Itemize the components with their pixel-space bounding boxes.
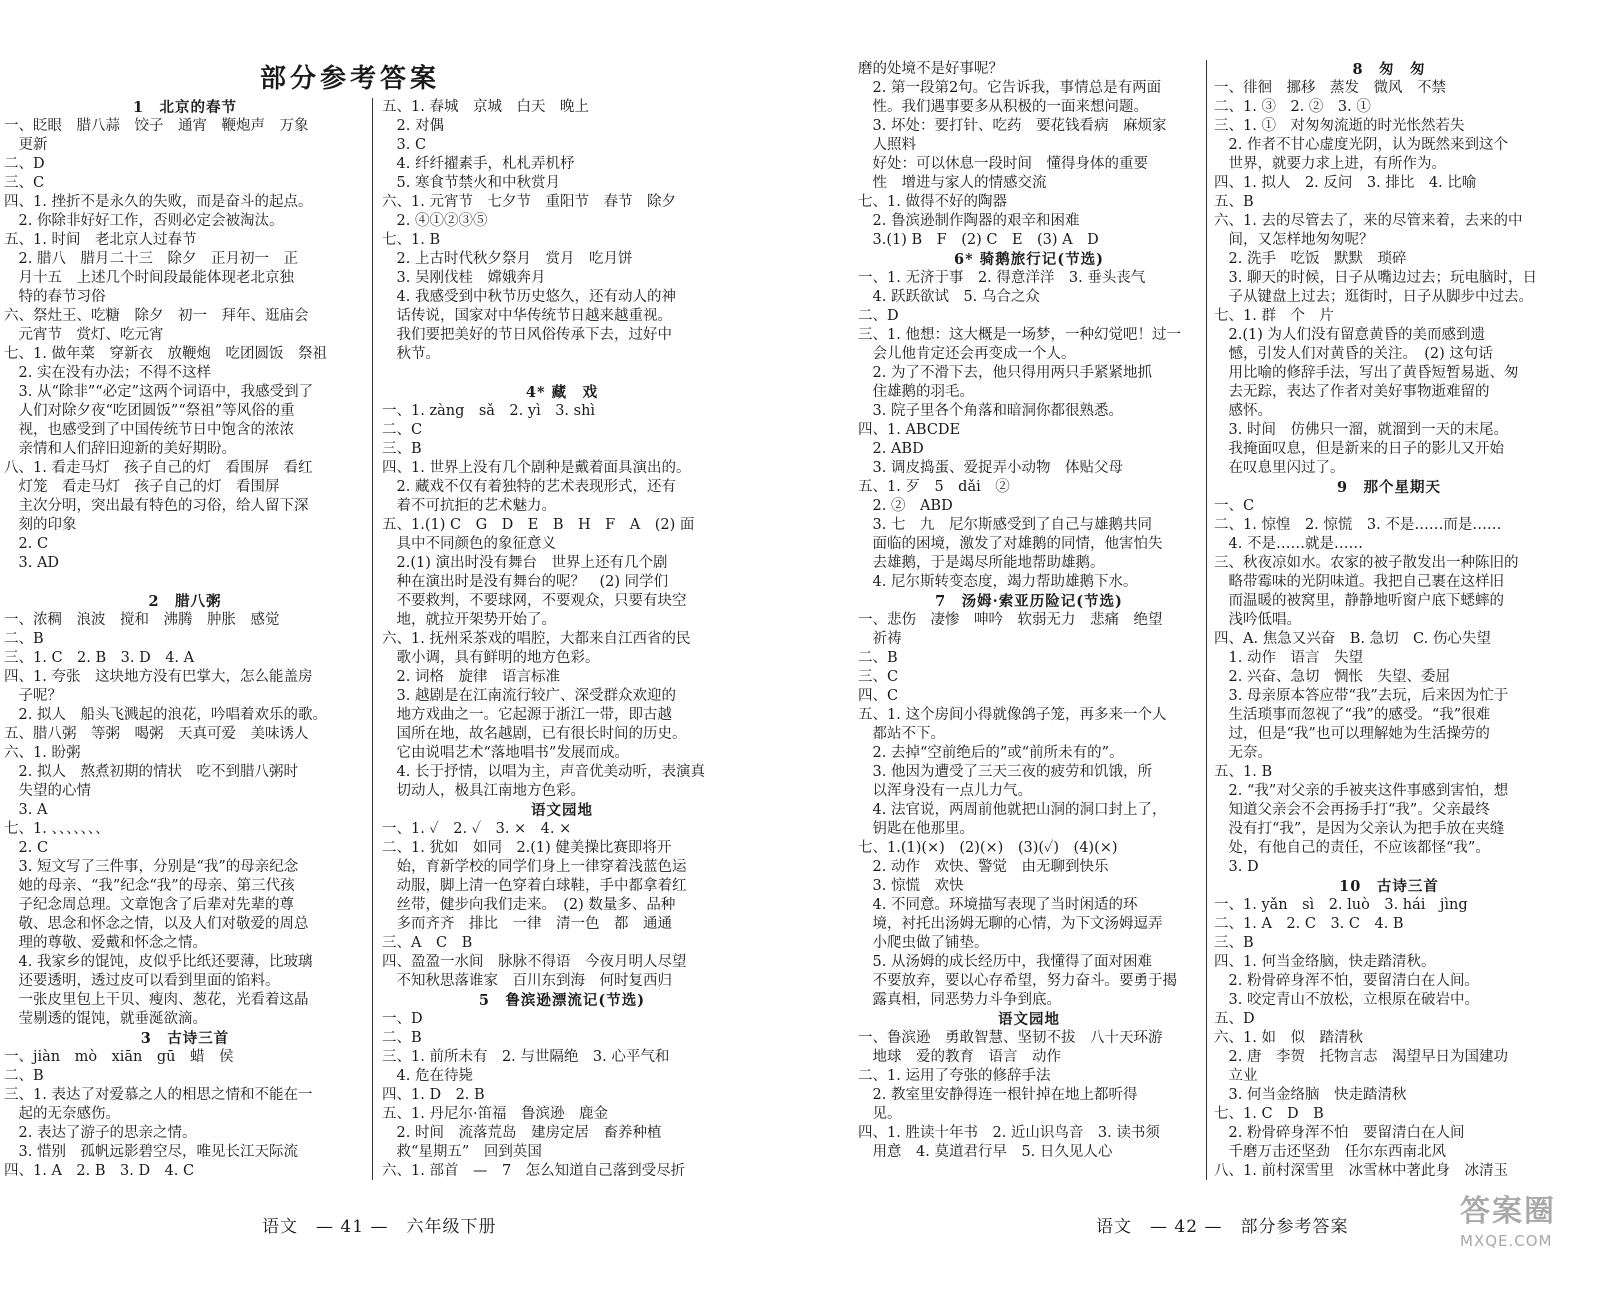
answer-line: 一、jiàn mò xiān gū 蜡 侯 [4,1049,234,1065]
answer-line: 子从键盘上过去；逛街时，日子从脚步中过去。 [1214,289,1533,305]
answer-line: 2. 粉骨碎身浑不怕，要留清白在人间。 [1214,973,1479,989]
section-heading: 语文园地 [998,1011,1060,1028]
answer-line: 秋节。 [382,346,440,362]
answer-line: 3. 咬定青山不放松，立根原在破岩中。 [1214,992,1479,1008]
answer-line: 5. 从汤姆的成长经历中，我懂得了面对困难 [858,954,1152,970]
answer-line: 2. 藏戏不仅有着独特的艺术表现形式，还有 [382,479,676,495]
answer-line: 三、B [382,441,422,457]
answer-line: 切动人，极具江南地方色彩。 [382,783,585,799]
answer-line: 2. “我”对父亲的手被夹这件事感到害怕，想 [1214,783,1509,799]
answer-line: 间，又怎样地匆匆呢？ [1214,232,1374,248]
answer-line: 三、1. 表达了对爱慕之人的相思之情和不能在一 [4,1087,313,1103]
answer-line: 略带霉味的光阴味道。我把自己裹在这样旧 [1214,574,1504,590]
answer-line: 3. 他因为遭受了三天三夜的疲劳和饥饿，所 [858,764,1152,780]
answer-line: 一、鲁滨逊 勇敢智慧、坚韧不拔 八十天环游 [858,1030,1163,1046]
answer-line: 多而齐齐 排比 一律 清一色 都 通通 [382,916,672,932]
section-heading: 3 古诗三首 [140,1030,230,1047]
answer-line: 没有打“我”，是因为父亲认为把手放在夹缝 [1214,821,1505,837]
answer-line: 救“星期五” 回到英国 [382,1144,542,1160]
answer-line: 元宵节 赏灯、吃元宵 [4,327,164,343]
answer-line [382,364,742,383]
answer-line: 歌小调，具有鲜明的地方色彩。 [382,650,600,666]
answer-line: 更新 [4,137,48,153]
answer-line: 2.(1) 为人们没有留意黄昏的美而感到遗 [1214,327,1485,343]
answer-line: 视，也感受到了中国传统节日中饱含的浓浓 [4,422,294,438]
answer-line: 着不可抗拒的艺术魅力。 [382,498,556,514]
answer-line: 一、徘徊 挪移 蒸发 微风 不禁 [1214,80,1446,96]
answer-line: 五、1. 春城 京城 白天 晚上 [382,99,589,115]
answer-line: 2. 动作 欢快、警觉 由无聊到快乐 [858,859,1109,875]
column-divider [1206,60,1207,1180]
page-footer-41: 语文 — 41 — 六年级下册 [262,1217,497,1237]
answer-line: 知道父亲会不会再扬手打“我”。父亲最终 [1214,802,1490,818]
answer-line: 一、眨眼 腊八蒜 饺子 通宵 鞭炮声 万象 [4,118,309,134]
answer-line: 五、1. B [1214,764,1273,780]
answer-line: 一、C [1214,498,1255,514]
answer-line: 三、1. ① 对匆匆流逝的时光怅然若失 [1214,118,1465,134]
answer-line: 月十五 上述几个时间段最能体现老北京独 [4,270,294,286]
answer-line: 我掩面叹息，但是新来的日子的影儿又开始 [1214,441,1504,457]
answer-line: 去无踪，表达了作者对美好事物逝难留的 [1214,384,1490,400]
answer-line: 四、1. 拟人 2. 反问 3. 排比 4. 比喻 [1214,175,1477,191]
section-heading: 8 匆 匆 [1352,61,1426,78]
answer-line: 五、1. 这个房间小得就像鸽子笼，再多来一个人 [858,707,1167,723]
answer-line: 五、1. 时间 老北京人过春节 [4,232,197,248]
answer-line: 灯笼 看走马灯 孩子自己的灯 看围屏 [4,479,280,495]
answer-line: 不要救判，不要球网，不要观众，只要有块空 [382,593,687,609]
answer-line: 3. 何当金络脑 快走踏清秋 [1214,1087,1407,1103]
answer-line: 七、1. C D B [1214,1106,1324,1122]
answer-line: 住雄鹅的羽毛。 [858,384,974,400]
answer-column-42-left [858,60,1200,1180]
page-42 [800,0,1600,1290]
answer-line: 境，衬托出汤姆无聊的心情，为下文汤姆逗弄 [858,916,1163,932]
answer-line: 四、1. 挫折不是永久的失败，而是奋斗的起点。 [4,194,313,210]
answer-line: 二、1. 惊惶 2. 惊慌 3. 不是……而是…… [1214,517,1502,533]
answer-line: 4. 法官说，两周前他就把山洞的洞口封上了， [858,802,1167,818]
answer-line: 2. 词格 旋律 语言标准 [382,669,560,685]
answer-line: 一张皮里包上干贝、瘦肉、葱花，光看着这晶 [4,992,309,1008]
answer-line: 3. A [4,802,48,818]
answer-line: 2. 时间 流落荒岛 建房定居 畜养种植 [382,1125,662,1141]
answer-line: 3. 调皮捣蛋、爱捉弄小动物 体贴父母 [858,460,1123,476]
answer-line: 2. 上古时代秋夕祭月 赏月 吃月饼 [382,251,633,267]
answer-line: 2. 你除非好好工作，否则必定会被淘汰。 [4,213,284,229]
answer-line: 三、A C B [382,935,473,951]
answer-line: 八、1. 看走马灯 孩子自己的灯 看围屏 看红 [4,460,313,476]
answer-line: 2. ② ABD [858,498,953,514]
answer-line: 生活琐事而忽视了“我”的感受。“我”很难 [1214,707,1491,723]
answer-line: 七、1. B [382,232,441,248]
answer-line: 四、1. 胜读十年书 2. 近山识鸟音 3. 读书须 [858,1125,1160,1141]
answer-line: 二、D [4,156,45,172]
answer-line: 3. 聊天的时候，日子从嘴边过去；玩电脑时，日 [1214,270,1537,286]
answer-line: 一、D [382,1011,423,1027]
answer-line: 四、A. 焦急又兴奋 B. 急切 C. 伤心失望 [1214,631,1491,647]
answer-line: 二、B [858,650,898,666]
answer-line: 二、1. 运用了夸张的修辞手法 [858,1068,1051,1084]
answer-line: 3. 七 九 尼尔斯感受到了自己与雄鹅共同 [858,517,1152,533]
answer-line: 3. 惊慌 欢快 [858,878,964,894]
answer-line: 3. 越剧是在江南流行较广、深受群众欢迎的 [382,688,676,704]
answer-line: 3.(1) B F (2) C E (3) A D [858,232,1099,248]
answer-line: 5. 寒食节禁火和中秋赏月 [382,175,560,191]
answer-line: 2. 第一段第2句。它告诉我，事情总是有两面 [858,80,1162,96]
answer-line: 丝带，健步向我们走来。 (2) 数量多、品种 [382,897,676,913]
answer-line: 理的尊敬、爱戴和怀念之情。 [4,935,207,951]
answer-line: 不要放弃，要以心存希望，努力奋斗。要勇于揭 [858,973,1177,989]
answer-line: 亲情和人们辞旧迎新的美好期盼。 [4,441,236,457]
answer-line: 五、B [1214,194,1254,210]
answer-line: 3. 时间 仿佛只一溜，就溜到一天的末尾。 [1214,422,1508,438]
answer-line: 祈祷 [858,631,902,647]
answer-line: 过，但是“我”也可以理解她为生活操劳的 [1214,726,1490,742]
watermark-url: MXQE.COM [1460,1232,1553,1250]
answer-line: 3. 吴刚伐桂 嫦娥奔月 [382,270,546,286]
answer-line: 世界，就要力求上进，有所作为。 [1214,156,1446,172]
answer-column-41-left [4,98,366,1188]
answer-line: 4. 不是……就是…… [1214,536,1363,552]
answer-line: 六、1. 如 似 踏清秋 [1214,1030,1363,1046]
page-title: 部分参考答案 [259,64,440,94]
answer-line: 失望的心情 [4,783,91,799]
answer-line: 六、1. 去的尽管去了，来的尽管来着，去来的中 [1214,213,1523,229]
answer-line: 2. ABD [858,441,924,457]
answer-line: 四、1. ABCDE [858,422,961,438]
section-heading: 6* 骑鹅旅行记(节选) [954,251,1104,268]
answer-line: 地，就拉开架势开始了。 [382,612,556,628]
answer-line: 一、悲伤 凄惨 呻吟 软弱无力 悲痛 绝望 [858,612,1163,628]
answer-line: 六、祭灶王、吃糖 除夕 初一 拜年、逛庙会 [4,308,309,324]
answer-line: 六、1. 元宵节 七夕节 重阳节 春节 除夕 [382,194,676,210]
answer-line: 4. 跃跃欲试 5. 乌合之众 [858,289,1040,305]
answer-line: 2. 为了不滑下去，他只得用两只手紧紧地抓 [858,365,1152,381]
answer-line: 起的无奈感伤。 [4,1106,120,1122]
answer-line: 子纪念周总理。文章饱含了后辈对先辈的尊 [4,897,294,913]
answer-line: 七、1.(1)(×) (2)(×) (3)(✓) (4)(×) [858,840,1118,856]
section-heading: 4* 藏 戏 [525,384,599,401]
answer-line: 她的母亲、“我”纪念“我”的母亲、第三代孩 [4,878,295,894]
answer-line: 始，育新学校的同学们身上一律穿着浅蓝色运 [382,859,687,875]
answer-line: 一、浓稠 浪波 搅和 沸腾 肿胀 感觉 [4,612,280,628]
answer-line: 六、1. 抚州采茶戏的唱腔，大都来自江西省的民 [382,631,691,647]
answer-line: 4. 长于抒情，以唱为主，声音优美动听，表演真 [382,764,705,780]
answer-line: 话传说，国家对中华传统节日越来越重视。 [382,308,672,324]
answer-line: 2. 洗手 吃饭 默默 琐碎 [1214,251,1407,267]
answer-line: 二、B [4,631,44,647]
answer-line: 它由说唱艺术“落地唱书”发展而成。 [382,745,629,761]
answer-line: 2. 实在没有办法；不得不这样 [4,365,211,381]
watermark-logo [1460,1186,1590,1282]
answer-line: 六、1. 部首 — 7 怎么知道自己落到受尽折 [382,1163,686,1179]
answer-line: 二、B [4,1068,44,1084]
answer-line: 种在演出时是没有舞台的呢？ (2) 同学们 [382,574,669,590]
answer-line: 2. 作者不甘心虚度光阴，认为既然来到这个 [1214,137,1508,153]
answer-line: 钥匙在他那里。 [858,821,974,837]
answer-line: 用意 4. 莫道君行早 5. 日久见人心 [858,1144,1113,1160]
answer-line: 敬、思念和怀念之情，以及人们对敬爱的周总 [4,916,309,932]
answer-line: 性 增进与家人的情感交流 [858,175,1047,191]
answer-line: 立业 [1214,1068,1258,1084]
answer-line: 3. C [382,137,427,153]
answer-line: 好处：可以休息一段时间 懂得身体的重要 [858,156,1148,172]
answer-line: 四、1. 夸张 这块地方没有巴掌大，怎么能盖房 [4,669,313,685]
column-divider [372,98,373,1180]
answer-line: 二、C [382,422,423,438]
answer-line: 见。 [858,1106,902,1122]
answer-line: 2.(1) 演出时没有舞台 世界上还有几个剧 [382,555,668,571]
answer-line: 2. 唐 李贺 托物言志 渴望早日为国建功 [1214,1049,1508,1065]
answer-line: 四、1. 何当金络脑，快走踏清秋。 [1214,954,1436,970]
answer-line: 八、1. 前村深雪里 冰雪林中著此身 冰清玉 [1214,1163,1508,1179]
section-heading: 10 古诗三首 [1339,878,1439,895]
answer-line: 二、D [858,308,899,324]
answer-line: 4. 危在待毙 [382,1068,473,1084]
section-heading: 2 腊八粥 [148,593,222,610]
answer-line: 国所在地，故名越剧，已有很长时间的历史。 [382,726,687,742]
answer-line: 感怀。 [1214,403,1272,419]
answer-line: 还要透明，透过皮可以看到里面的馅料。 [4,973,280,989]
page-41 [0,0,780,1290]
answer-line: 我们要把美好的节日风俗传承下去，过好中 [382,327,672,343]
answer-line: 以浑身没有一点儿力气。 [858,783,1032,799]
answer-line: 3. AD [4,555,60,571]
answer-line: 2. 表达了游子的思亲之情。 [4,1125,197,1141]
answer-line: 3. 惜别 孤帆远影碧空尽，唯见长江天际流 [4,1144,298,1160]
answer-line: 无奈。 [1214,745,1272,761]
answer-line: 会儿他肯定还会再变成一个人。 [858,346,1076,362]
answer-line: 七、1. 、、、、、、、 [4,821,110,837]
section-heading: 5 鲁滨逊漂流记(节选) [478,992,646,1009]
answer-line: 二、1. 犹如 如同 2.(1) 健美操比赛即将开 [382,840,672,856]
answer-line: 人们对除夕夜“吃团圆饭”“祭祖”等风俗的重 [4,403,295,419]
answer-line: 五、1.(1) C G D E B H F A (2) 面 [382,517,695,533]
answer-line: 2. C [4,840,49,856]
answer-line: 4. 我家乡的馄饨，皮似乎比纸还要薄，比玻璃 [4,954,313,970]
section-heading: 9 那个星期天 [1336,479,1442,496]
answer-line [4,573,366,592]
answer-line: 4. 纤纤擢素手，札札弄机杼 [382,156,575,172]
answer-line: 浅吟低唱。 [1214,612,1301,628]
answer-line: 二、1. A 2. C 3. C 4. B [1214,916,1404,932]
answer-line: 三、1. C 2. B 3. D 4. A [4,650,195,666]
answer-line: 二、B [382,1030,422,1046]
answer-line: 七、1. 群 个 片 [1214,308,1334,324]
answer-line: 处，有他自己的责任，不应该都怪“我”。 [1214,840,1490,856]
section-heading: 1 北京的春节 [132,99,238,116]
answer-line: 人照料 [858,137,916,153]
answer-line: 主次分明，突出最有特色的习俗，给人留下深 [4,498,309,514]
answer-line: 七、1. 做得不好的陶器 [858,194,1007,210]
answer-line: 2. 鲁滨逊制作陶器的艰辛和困难 [858,213,1080,229]
answer-line: 四、1. A 2. B 3. D 4. C [4,1163,195,1179]
answer-line: 一、1. 无济于事 2. 得意洋洋 3. 垂头丧气 [858,270,1146,286]
answer-line: 三、C [4,175,45,191]
answer-line: 3. 从“除非”“必定”这两个词语中，我感受到了 [4,384,314,400]
answer-line: 五、1. 歹 5 dǎi ② [858,479,1010,495]
answer-line: 莹剔透的馄饨，就垂涎欲滴。 [4,1011,207,1027]
section-heading: 7 汤姆·索亚历险记(节选) [935,593,1123,610]
answer-line: 1. 动作 语言 失望 [1214,650,1363,666]
answer-line: 憾，引发人们对黄昏的关注。 (2) 这句话 [1214,346,1493,362]
answer-line: 五、腊八粥 等粥 喝粥 天真可爱 美味诱人 [4,726,309,742]
answer-line: 2. 腊八 腊月二十三 除夕 正月初一 正 [4,251,298,267]
answer-line: 都站不下。 [858,726,945,742]
answer-line: 七、1. 做年菜 穿新衣 放鞭炮 吃团圆饭 祭祖 [4,346,327,362]
answer-line: 刻的印象 [4,517,77,533]
answer-line: 四、1. 世界上没有几个剧种是戴着面具演出的。 [382,460,691,476]
answer-column-41-right [382,98,742,1188]
answer-line: 三、B [1214,935,1254,951]
answer-line: 五、1. 丹尼尔·笛福 鲁滨逊 鹿金 [382,1106,609,1122]
page-footer-42: 语文 — 42 — 部分参考答案 [1096,1217,1349,1237]
answer-line: 二、1. ③ 2. ② 3. ① [1214,99,1371,115]
answer-line: 六、1. 盼粥 [4,745,81,761]
answer-line: 2. C [4,536,49,552]
answer-line: 一、1. ✓ 2. ✓ 3. × 4. × [382,821,572,837]
answer-line: 一、1. zàng sǎ 2. yì 3. shì [382,403,596,419]
answer-line: 4. 不同意。环境描写表现了当时闲适的环 [858,897,1138,913]
watermark-text: 答案圈 [1460,1194,1556,1229]
answer-line: 4. 尼尔斯转变态度，竭力帮助雄鹅下水。 [858,574,1138,590]
answer-line: 2. 兴奋、急切 惆怅 失望、委屈 [1214,669,1450,685]
answer-line: 三、1. 前所未有 2. 与世隔绝 3. 心平气和 [382,1049,670,1065]
answer-line: 五、D [1214,1011,1255,1027]
answer-line: 三、C [858,669,899,685]
answer-line: 3. 母亲原本答应带“我”去玩，后来因为忙于 [1214,688,1509,704]
answer-line: 2. 拟人 熬煮初期的情状 吃不到腊八粥时 [4,764,298,780]
answer-line: 3. 短文写了三件事，分别是“我”的母亲纪念 [4,859,299,875]
answer-line: 3. 院子里各个角落和暗洞你都很熟悉。 [858,403,1123,419]
answer-line: 一、1. yǎn sì 2. luò 3. hái jìng [1214,897,1468,913]
answer-line: 地球 爱的教育 语言 动作 [858,1049,1061,1065]
answer-line: 地方戏曲之一。它起源于浙江一带，即古越 [382,707,672,723]
answer-column-42-right [1214,60,1564,1180]
answer-line: 2. ④①②③⑤ [382,213,488,229]
answer-line: 不知秋思落谁家 百川东到海 何时复西归 [382,973,672,989]
answer-line: 动服，脚上清一色穿着白球鞋，手中都拿着红 [382,878,687,894]
answer-line: 在叹息里闪过了。 [1214,460,1345,476]
answer-line: 2. 对偶 [382,118,444,134]
answer-line: 2. 去掉“空前绝后的”或“前所未有的”。 [858,745,1124,761]
answer-line: 用比喻的修辞手法，写出了黄昏短暂易逝、匆 [1214,365,1519,381]
answer-line: 特的春节习俗 [4,289,106,305]
answer-line: 面临的困境，激发了对雄鹅的同情，他害怕失 [858,536,1163,552]
answer-line: 3. 坏处：要打针、吃药 要花钱看病 麻烦家 [858,118,1167,134]
answer-line: 具中不同颜色的象征意义 [382,536,556,552]
answer-line: 而温暖的被窝里，静静地听窗户底下蟋蟀的 [1214,593,1504,609]
answer-line: 露真相，同恶势力斗争到底。 [858,992,1061,1008]
answer-line: 4. 我感受到中秋节历史悠久，还有动人的神 [382,289,676,305]
answer-line: 去雄鹅，于是竭尽所能地帮助雄鹅。 [858,555,1105,571]
answer-line: 三、秋夜凉如水。农家的被子散发出一种陈旧的 [1214,555,1519,571]
answer-line: 2. 拟人 船头飞溅起的浪花，吟唱着欢乐的歌。 [4,707,327,723]
answer-line: 小爬虫做了铺垫。 [858,935,989,951]
section-heading: 语文园地 [531,802,593,819]
answer-line: 四、盈盈一水间 脉脉不得语 今夜月明人尽望 [382,954,687,970]
answer-line: 磨的处境不是好事呢？ [858,61,1003,77]
answer-line: 子呢？ [4,688,62,704]
answer-line: 三、1. 他想：这大概是一场梦，一种幻觉吧！过一 [858,327,1181,343]
answer-line: 2. 教室里安静得连一根针掉在地上都听得 [858,1087,1138,1103]
answer-line: 性。我们遇事要多从积极的一面来想问题。 [858,99,1148,115]
answer-line: 四、C [858,688,899,704]
answer-line: 3. D [1214,859,1259,875]
answer-line: 四、1. D 2. B [382,1087,485,1103]
answer-line: 2. 粉骨碎身浑不怕 要留清白在人间 [1214,1125,1465,1141]
answer-line: 千磨万击还坚劲 任尔东西南北风 [1214,1144,1446,1160]
